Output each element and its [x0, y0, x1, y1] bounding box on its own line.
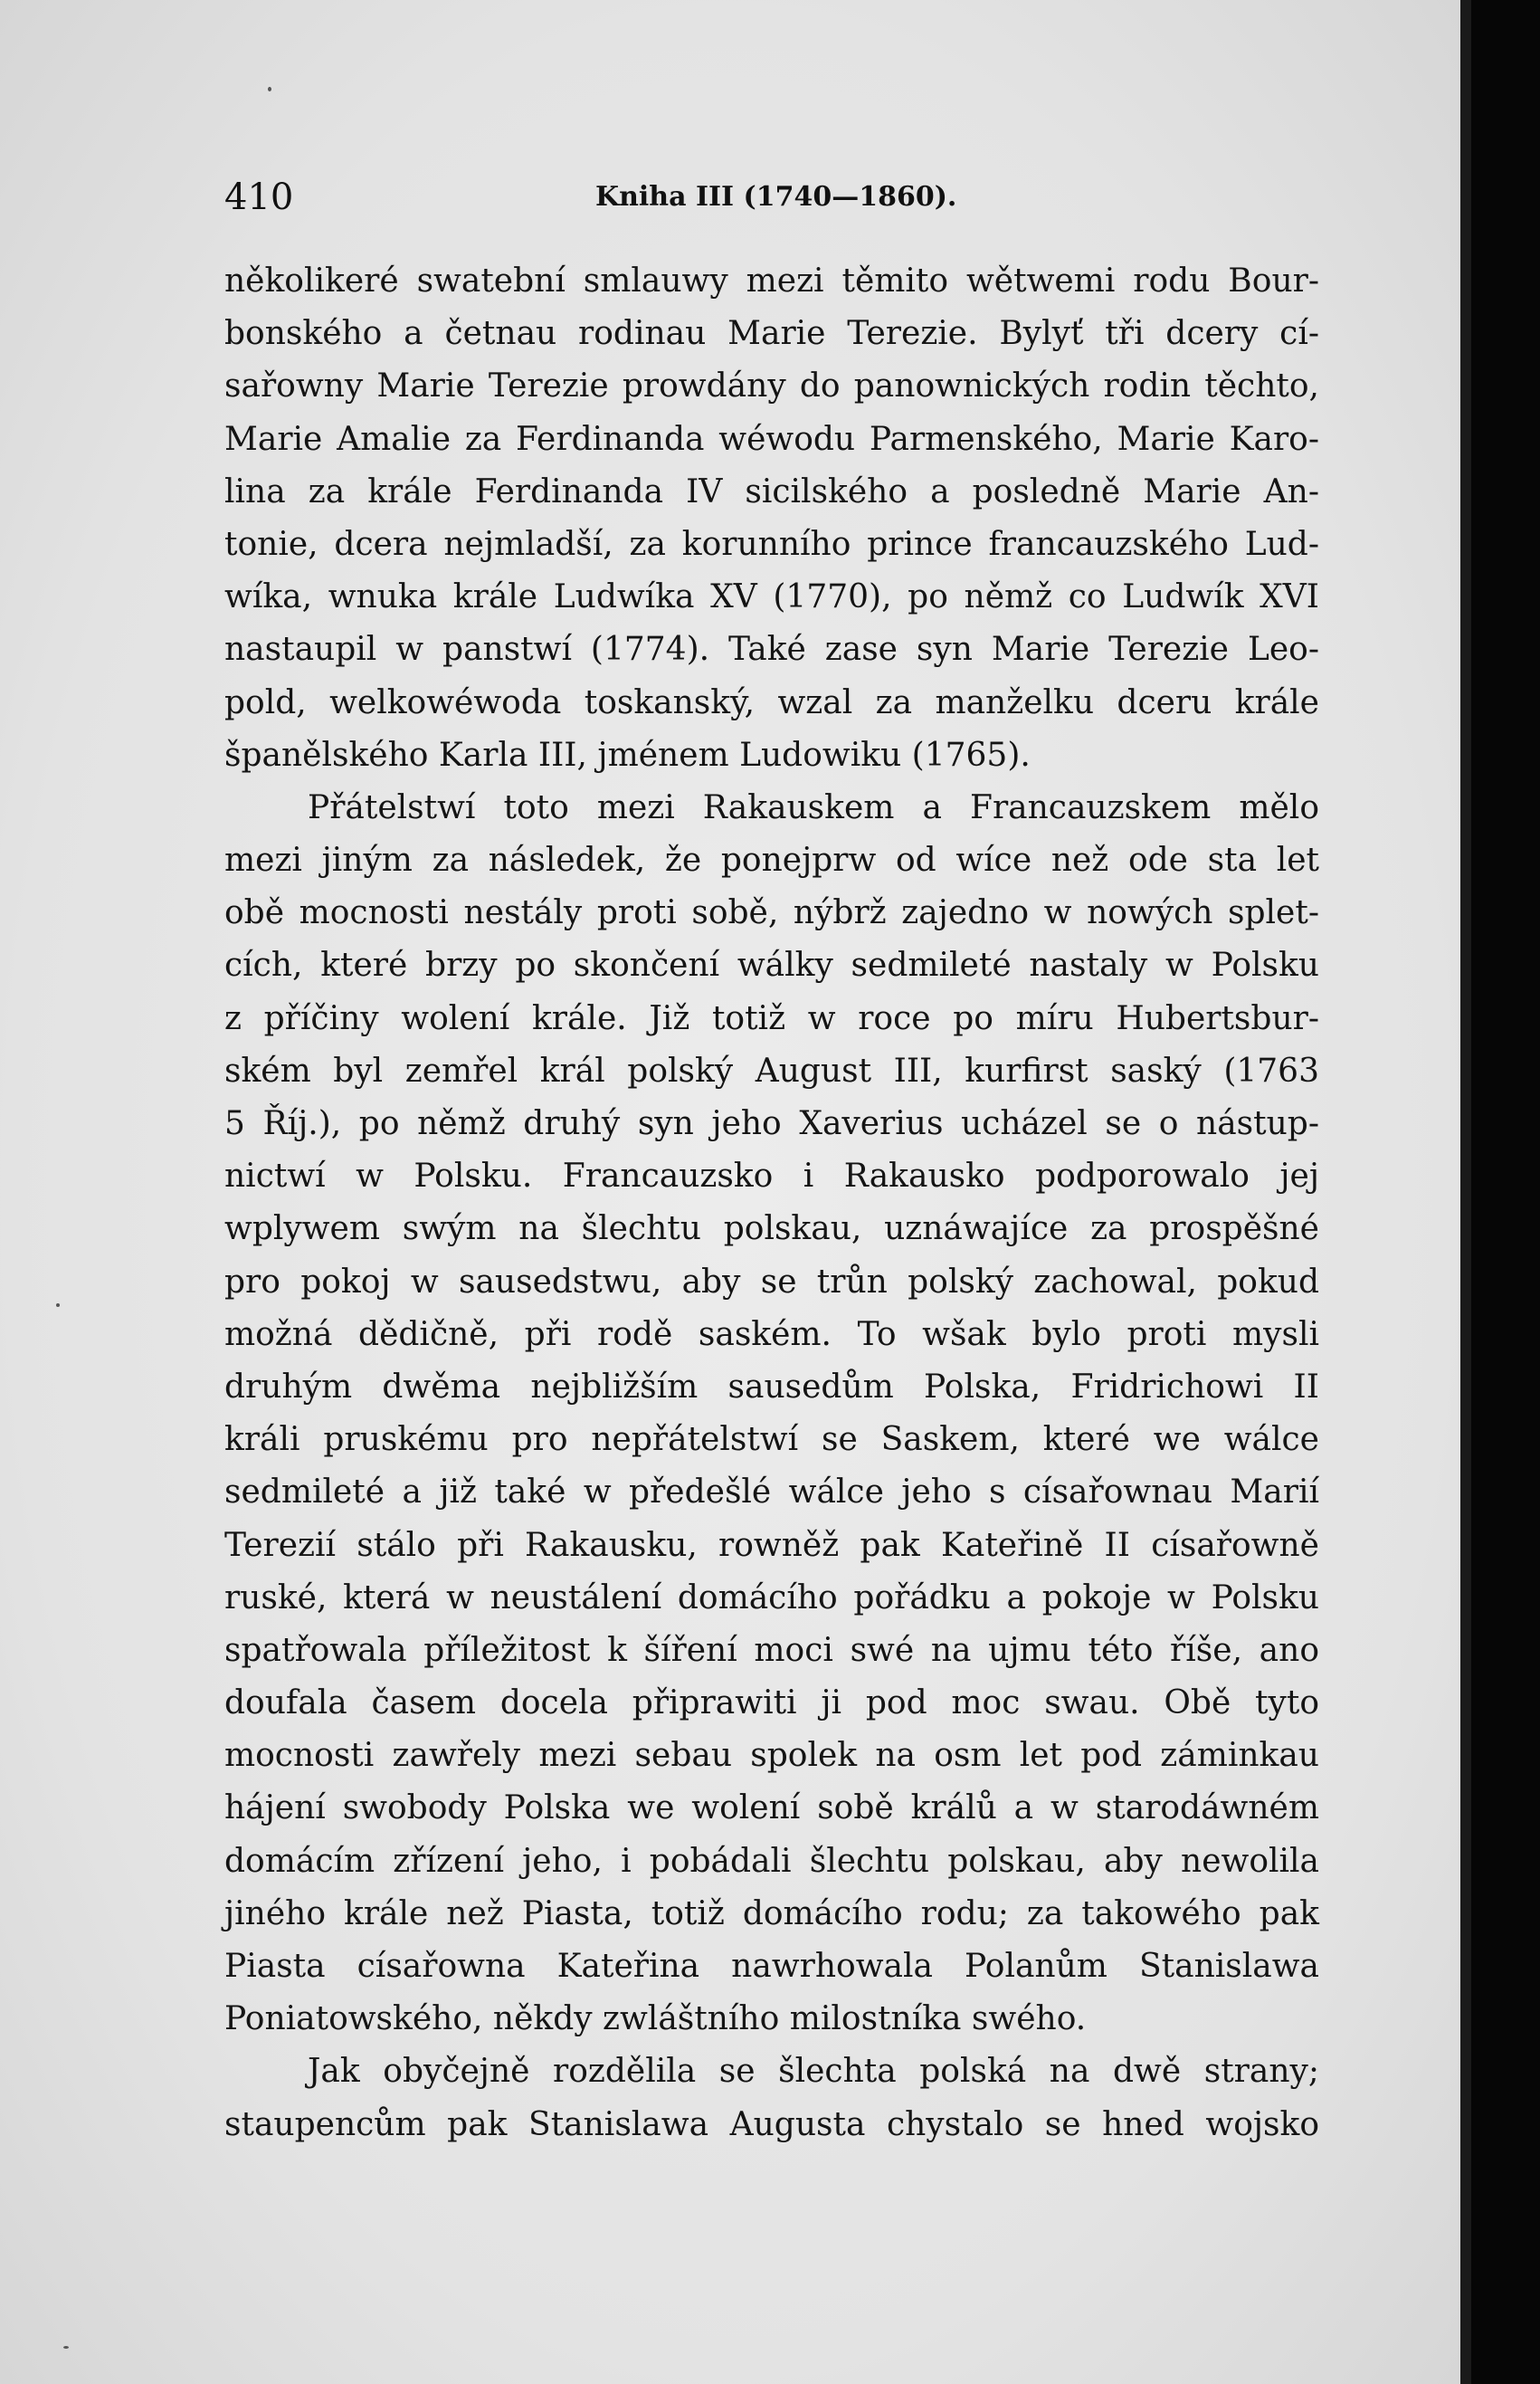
- text-line: cích, které brzy po skončení wálky sedmileté nastaly w Polsku: [224, 947, 1319, 985]
- running-title: Kniha III (1740—1860).: [595, 181, 957, 213]
- text-line: staupencům pak Stanislawa Augusta chystalo se hned wojsko: [224, 2105, 1319, 2143]
- text-line: ském byl zemřel král polský August III, kurfirst saský (1763: [224, 1052, 1319, 1090]
- scan-border: [1471, 0, 1540, 2384]
- text-line: wplywem swým na šlechtu polskau, uznáwajíce za prospěšné: [224, 1210, 1319, 1248]
- body-text: [224, 255, 1319, 2151]
- ink-speck: [268, 87, 271, 91]
- text-line: ruské, která w neustálení domácího pořádku a pokoje w Polsku: [224, 1578, 1319, 1616]
- text-line: Poniatowského, někdy zwláštního milostníka swého.: [224, 2000, 1087, 2038]
- text-line: jiného krále než Piasta, totiž domácího rodu; za takowého pak: [224, 1894, 1319, 1932]
- text-line: nastaupil w panstwí (1774). Také zase syn Marie Terezie Leo-: [224, 631, 1319, 669]
- text-line: z příčiny wolení krále. Již totiž w roce po míru Hubertsbur-: [224, 999, 1319, 1037]
- ink-speck: [63, 2346, 69, 2349]
- text-line: bonského a četnau rodinau Marie Terezie. Bylyť tři dcery cí-: [224, 315, 1319, 353]
- text-line: Terezií stálo při Rakausku, rowněž pak Kateřině II císařowně: [224, 1526, 1319, 1564]
- text-line: španělského Karla III, jménem Ludowiku (1765).: [224, 736, 1031, 774]
- text-line: tonie, dcera nejmladší, za korunního prince francauzského Lud-: [224, 525, 1319, 563]
- text-line: Přátelstwí toto mezi Rakauskem a Francauzskem mělo: [308, 788, 1319, 826]
- text-line: možná dědičně, při rodě saském. To wšak bylo proti mysli: [224, 1315, 1319, 1353]
- text-line: pold, welkowéwoda toskanský, wzal za manželku dceru krále: [224, 683, 1319, 721]
- text-line: 5 Říj.), po němž druhý syn jeho Xaverius ucházel se o nástup-: [224, 1105, 1319, 1142]
- text-line: sedmileté a již také w předešlé wálce jeho s císařownau Marií: [224, 1473, 1319, 1511]
- text-line: Jak obyčejně rozdělila se šlechta polská na dwě strany;: [308, 2053, 1319, 2091]
- page-number: 410: [224, 176, 294, 218]
- text-line: domácím zřízení jeho, i pobádali šlechtu polskau, aby newolila: [224, 1842, 1319, 1880]
- text-line: mezi jiným za následek, že ponejprw od wíce než ode sta let: [224, 842, 1319, 880]
- text-line: druhým dwěma nejbližším sausedům Polska, Fridrichowi II: [224, 1368, 1319, 1406]
- ink-speck: [56, 1303, 60, 1307]
- text-line: spatřowala příležitost k šíření moci swé na ujmu této říše, ano: [224, 1631, 1319, 1669]
- page-gutter: [1460, 0, 1471, 2384]
- text-line: Marie Amalie za Ferdinanda wéwodu Parmenského, Marie Karo-: [224, 420, 1319, 458]
- text-line: obě mocnosti nestály proti sobě, nýbrž zajedno w nowých splet-: [224, 894, 1319, 932]
- text-line: Piasta císařowna Kateřina nawrhowala Polanům Stanislawa: [224, 1948, 1319, 1985]
- text-line: sařowny Marie Terezie prowdány do panownických rodin těchto,: [224, 367, 1319, 405]
- text-line: lina za krále Ferdinanda IV sicilského a posledně Marie An-: [224, 472, 1319, 510]
- text-line: pro pokoj w sausedstwu, aby se trůn polský zachowal, pokud: [224, 1263, 1319, 1301]
- text-line: wíka, wnuka krále Ludwíka XV (1770), po němž co Ludwík XVI: [224, 578, 1319, 616]
- text-line: několikeré swatební smlauwy mezi těmito wětwemi rodu Bour-: [224, 262, 1319, 300]
- text-line: hájení swobody Polska we wolení sobě králů a w starodáwném: [224, 1789, 1319, 1827]
- page-header: [224, 174, 1319, 221]
- text-line: králi pruskému pro nepřátelstwí se Saskem, které we wálce: [224, 1421, 1319, 1459]
- text-line: mocnosti zawřely mezi sebau spolek na osm let pod záminkau: [224, 1737, 1319, 1775]
- text-line: doufala časem docela připrawiti ji pod moc swau. Obě tyto: [224, 1684, 1319, 1722]
- text-line: nictwí w Polsku. Francauzsko i Rakausko podporowalo jej: [224, 1158, 1319, 1196]
